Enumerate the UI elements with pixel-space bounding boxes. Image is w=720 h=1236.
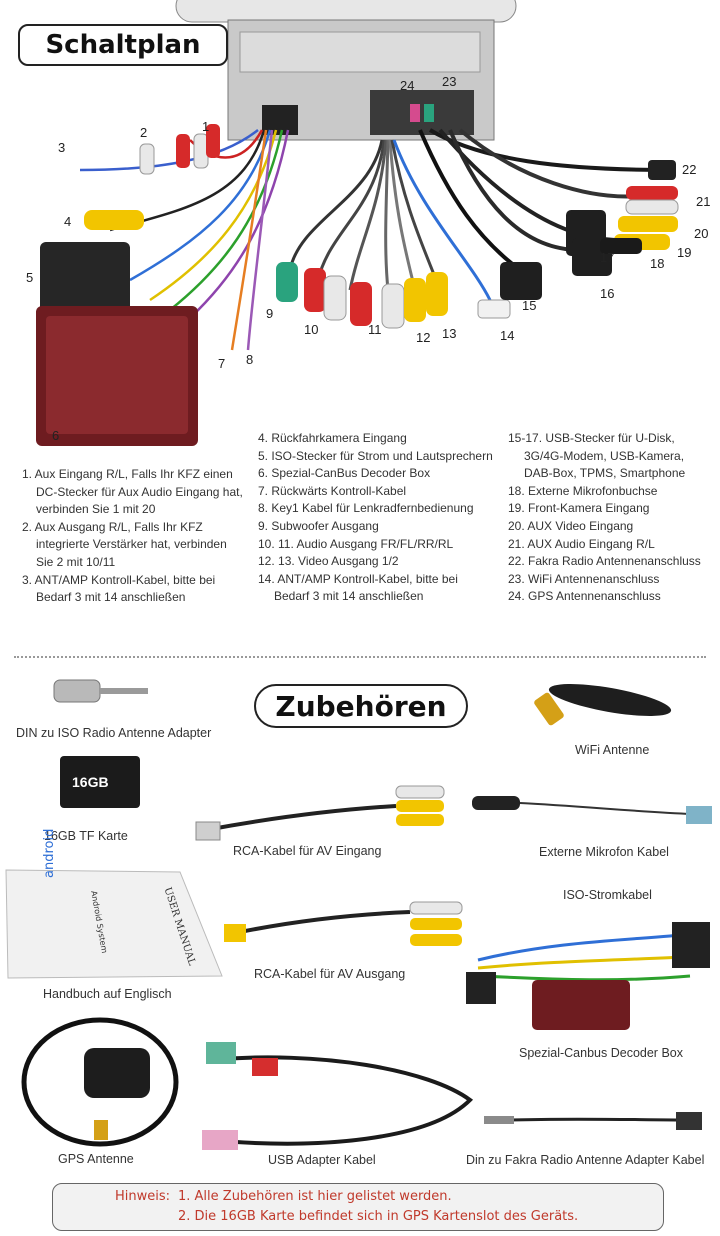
diagram-label-3: 3	[58, 140, 66, 155]
diagram-label-13: 13	[442, 326, 457, 341]
caption-rca-out: RCA-Kabel für AV Ausgang	[254, 967, 406, 981]
diagram-label-6: 6	[52, 428, 60, 443]
legend-line: 22. Fakra Radio Antennenanschluss	[508, 554, 701, 569]
caption-mic-cable: Externe Mikrofon Kabel	[539, 845, 669, 859]
diagram-label-20: 20	[694, 226, 709, 241]
caption-gps-antenna: GPS Antenne	[58, 1152, 134, 1166]
legend-line: 23. WiFi Antennenanschluss	[508, 571, 660, 586]
legend-line: 10. 11. Audio Ausgang FR/FL/RR/RL	[258, 536, 454, 551]
diagram-label-24: 24	[400, 78, 415, 93]
diagram-label-22: 22	[682, 162, 697, 177]
section-divider	[14, 656, 706, 658]
caption-din-iso-adapter: DIN zu ISO Radio Antenne Adapter	[16, 726, 212, 740]
diagram-label-5: 5	[26, 270, 34, 285]
legend-line: 12. 13. Video Ausgang 1/2	[258, 554, 399, 569]
decoder-box-diagram	[36, 306, 198, 446]
caption-fakra-cable: Din zu Fakra Radio Antenne Adapter Kabel	[466, 1153, 705, 1167]
legend-line: verbinden Sie 1 mit 20	[36, 502, 156, 517]
usb-adapter-cable-art	[202, 1042, 470, 1150]
canbus-box-art	[532, 980, 630, 1030]
manual-title: USER MANUAL	[161, 886, 198, 967]
center-rca-plugs	[276, 262, 510, 328]
caption-wifi-antenna: WiFi Antenne	[575, 743, 650, 757]
legend-line: 18. Externe Mikrofonbuchse	[508, 483, 658, 498]
right-plugs	[500, 160, 678, 300]
legend-line: 2. Aux Ausgang R/L, Falls Ihr KFZ	[22, 519, 203, 534]
legend-line: DAB-Box, TPMS, Smartphone	[524, 466, 686, 481]
legend-line: 6. Spezial-CanBus Decoder Box	[258, 466, 431, 481]
manual-subtitle: Android System	[89, 890, 109, 954]
legend-line: 8. Key1 Kabel für Lenkradfernbedienung	[258, 501, 474, 516]
legend-line: Sie 2 mit 10/11	[36, 554, 116, 569]
fakra-cable-art	[484, 1112, 702, 1130]
tf-card-label: 16GB	[72, 774, 109, 790]
caption-rca-in: RCA-Kabel für AV Eingang	[233, 844, 382, 858]
diagram-label-2: 2	[140, 125, 148, 140]
diagram-label-15: 15	[522, 298, 537, 313]
diagram-label-21: 21	[696, 194, 711, 209]
diagram-label-4: 4	[64, 214, 72, 229]
manual-brand-text: android	[42, 828, 57, 878]
legend-line: 9. Subwoofer Ausgang	[258, 518, 379, 533]
caption-tf-card: 16GB TF Karte	[44, 829, 128, 843]
diagram-label-18: 18	[650, 256, 665, 271]
diagram-label-23: 23	[442, 74, 457, 89]
legend-line: 4. Rückfahrkamera Eingang	[258, 431, 407, 445]
rca-out-cable-art	[224, 902, 462, 946]
legend-line: 5. ISO-Stecker für Strom und Lautsprechern	[258, 448, 493, 463]
rca-in-cable-art	[196, 786, 444, 840]
mic-cable-art	[472, 796, 712, 824]
legend-line: 3G/4G-Modem, USB-Kamera,	[524, 448, 685, 463]
legend-line: 1. Aux Eingang R/L, Falls Ihr KFZ einen	[22, 467, 233, 481]
caption-manual: Handbuch auf Englisch	[43, 987, 172, 1001]
manual-brand	[42, 829, 57, 878]
diagram-label-17: 17	[600, 250, 615, 265]
caption-canbus-box: Spezial-Canbus Decoder Box	[519, 1046, 683, 1060]
legend-line: 7. Rückwärts Kontroll-Kabel	[258, 483, 407, 498]
legend-line: DC-Stecker für Aux Audio Eingang hat,	[36, 484, 243, 499]
legend-column-3	[508, 430, 701, 606]
din-iso-adapter-art	[54, 680, 148, 702]
legend-line: Bedarf 3 mit 14 anschließen	[274, 589, 424, 604]
diagram-label-16: 16	[600, 286, 615, 301]
diagram-label-14: 14	[500, 328, 515, 343]
diagram-label-1: 1	[202, 119, 210, 134]
legend-line: 19. Front-Kamera Eingang	[508, 501, 650, 516]
wifi-antenna-art	[533, 677, 673, 726]
gps-antenna-art	[24, 1020, 176, 1144]
hint-label: Hinweis:	[115, 1189, 171, 1204]
hint-line-1: 1. Alle Zubehören ist hier gelistet werden.	[178, 1189, 452, 1204]
diagram-label-11: 11	[368, 322, 382, 337]
diagram-label-12: 12	[416, 330, 431, 345]
legend-line: 20. AUX Video Eingang	[508, 518, 634, 533]
schaltplan-heading: Schaltplan	[18, 24, 228, 66]
diagram-label-7: 7	[218, 356, 226, 371]
legend-column-1	[22, 466, 243, 607]
diagram-label-8: 8	[246, 352, 254, 367]
legend-line: 24. GPS Antennenanschluss	[508, 589, 661, 604]
caption-iso-power: ISO-Stromkabel	[563, 888, 652, 902]
legend-line: Bedarf 3 mit 14 anschließen	[36, 590, 186, 605]
diagram-label-10: 10	[304, 322, 319, 337]
zubehoeren-heading: Zubehören	[254, 684, 468, 728]
head-unit	[176, 0, 516, 140]
legend-line: 15-17. USB-Stecker für U-Disk,	[508, 431, 675, 445]
hint-line-2: 2. Die 16GB Karte befindet sich in GPS Kartenslot des Geräts.	[178, 1209, 579, 1224]
legend-line: integrierte Verstärker hat, verbinden	[36, 537, 227, 552]
legend-line: 3. ANT/AMP Kontroll-Kabel, bitte bei	[22, 572, 216, 587]
diagram-label-19: 19	[677, 245, 692, 260]
hint-box	[52, 1183, 664, 1231]
legend-line: 21. AUX Audio Eingang R/L	[508, 536, 655, 551]
legend-line: 14. ANT/AMP Kontroll-Kabel, bitte bei	[258, 571, 458, 586]
rca-plugs-left	[84, 124, 220, 230]
caption-usb-cable: USB Adapter Kabel	[268, 1153, 376, 1167]
legend-column-2	[258, 430, 493, 606]
diagram-label-9: 9	[266, 306, 274, 321]
